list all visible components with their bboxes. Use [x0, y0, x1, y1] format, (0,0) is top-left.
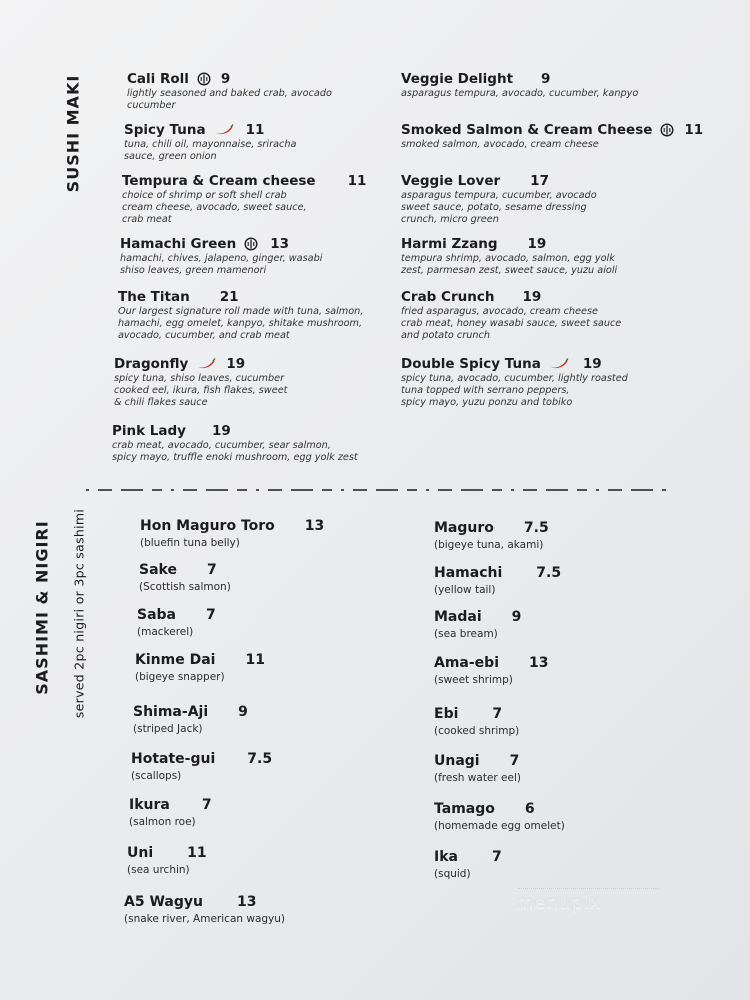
item-name: Crab Crunch [401, 289, 495, 305]
item-description: tempura shrimp, avocado, salmon, egg yolk zest, parmesan zest, sweet sauce, yuzu aioli [401, 253, 618, 276]
menu-item [139, 562, 231, 593]
item-name: Double Spicy Tuna [401, 356, 541, 372]
menu-item [127, 71, 332, 112]
menu-item [434, 655, 548, 686]
item-name: Ikura [129, 797, 170, 813]
chili-pepper-icon [212, 124, 234, 136]
sashimi-nigiri-heading: SASHIMI & NIGIRI [32, 520, 52, 695]
item-name: The Titan [118, 289, 190, 305]
item-price: 19 [582, 356, 602, 372]
menu-item [434, 609, 521, 640]
item-price: 13 [236, 894, 257, 910]
menu-item [135, 652, 265, 683]
menu-item [112, 423, 358, 464]
item-description: smoked salmon, avocado, cream cheese [401, 139, 599, 150]
item-name: Hamachi Green [120, 236, 237, 252]
item-name: Harmi Zzang [401, 236, 498, 252]
item-description: hamachi, chives, jalapeno, ginger, wasabi shiso leaves, green mamenori [120, 253, 323, 276]
sashimi-nigiri-subtitle: served 2pc nigiri or 3pc sashimi [71, 508, 87, 719]
item-description: (bigeye snapper) [135, 671, 225, 683]
item-price: 7 [206, 607, 216, 623]
item-price: 17 [530, 173, 549, 189]
item-name: Tempura & Cream cheese [122, 173, 316, 189]
item-name: Sake [139, 562, 177, 578]
item-name: Hon Maguro Toro [140, 518, 275, 534]
item-description: crab meat, avocado, cucumber, sear salmon, spicy mayo, truffle enoki mushroom, egg yolk zest [112, 440, 358, 463]
item-price: 11 [187, 845, 207, 861]
menu-item [137, 607, 216, 638]
menu-item [401, 71, 638, 100]
menu-item [401, 289, 621, 341]
item-description: (homemade egg omelet) [434, 820, 565, 832]
item-description: fried asparagus, avocado, cream cheese crab meat, honey wasabi sauce, sweet sauce and potato crunch [401, 306, 622, 341]
item-name: Kinme Dai [135, 652, 216, 668]
item-description: (Scottish salmon) [139, 581, 231, 593]
menu-item [434, 706, 519, 737]
menu-item [140, 518, 324, 549]
menu-item [122, 173, 366, 225]
item-description: (fresh water eel) [434, 772, 521, 784]
menu-item [133, 704, 248, 735]
chili-pepper-icon [194, 358, 216, 370]
item-name: Veggie Lover [401, 173, 501, 189]
item-name: Ika [434, 849, 458, 865]
item-name: Ebi [434, 706, 459, 722]
item-description: Our largest signature roll made with tuna, salmon, hamachi, egg omelet, kanpyo, shitake mushroom, avocado, cucumber, and crab meat [118, 306, 364, 341]
item-description: (bigeye tuna, akami) [434, 539, 544, 551]
item-description: choice of shrimp or soft shell crab cream cheese, avocado, sweet sauce, crab meat [122, 190, 307, 225]
menu-item [124, 894, 285, 925]
item-name: A5 Wagyu [124, 894, 203, 910]
item-price: 9 [220, 71, 231, 87]
item-description: (cooked shrimp) [434, 725, 520, 737]
menu-item [401, 236, 617, 277]
menu-item [434, 520, 549, 551]
item-name: Spicy Tuna [124, 122, 206, 138]
item-description: (striped Jack) [133, 723, 203, 735]
item-price: 7.5 [247, 751, 273, 767]
menu-item [401, 173, 597, 225]
item-name: Maguro [434, 520, 494, 536]
item-price: 7.5 [523, 520, 549, 536]
item-price: 7 [509, 753, 520, 769]
item-name: Madai [434, 609, 482, 625]
menu-item [401, 122, 703, 151]
diet-circle-icon [197, 72, 211, 86]
item-price: 6 [524, 801, 535, 817]
item-price: 19 [522, 289, 542, 305]
section-divider [86, 487, 666, 493]
item-name: Hotate-gui [131, 751, 216, 767]
menu-item [120, 236, 322, 277]
item-description: (scallops) [131, 770, 182, 782]
item-price: 11 [347, 173, 367, 189]
item-price: 7 [491, 849, 502, 865]
item-description: lightly seasoned and baked crab, avocado cucumber [127, 88, 332, 111]
item-name: Hamachi [434, 565, 503, 581]
item-price: 7 [206, 562, 217, 578]
menu-item [131, 751, 272, 782]
item-description: asparagus tempura, avocado, cucumber, kanpyo [401, 88, 639, 99]
item-price: 11 [684, 122, 704, 138]
menu-item [434, 753, 521, 784]
item-price: 13 [529, 655, 549, 671]
item-price: 19 [226, 356, 246, 372]
item-name: Dragonfly [114, 356, 189, 372]
item-name: Pink Lady [112, 423, 186, 439]
item-price: 11 [245, 652, 265, 668]
item-description: (yellow tail) [434, 584, 496, 596]
item-description: (sea urchin) [127, 864, 190, 876]
item-price: 13 [304, 518, 325, 534]
item-description: spicy tuna, shiso leaves, cucumber cooked eel, ikura, fish flakes, sweet & chili flakes sauce [114, 373, 288, 408]
item-description: (sea bream) [434, 628, 498, 640]
item-price: 13 [270, 236, 289, 252]
item-price: 9 [511, 609, 522, 625]
item-price: 19 [212, 423, 231, 439]
item-price: 19 [527, 236, 547, 252]
watermark-rule [518, 888, 658, 890]
item-name: Ama-ebi [434, 655, 499, 671]
menu-item [129, 797, 212, 828]
menu-item [434, 801, 565, 832]
menupix-watermark: menupix [516, 892, 602, 913]
item-description: (mackerel) [137, 626, 194, 638]
diet-circle-icon [660, 123, 674, 137]
item-name: Tamago [434, 801, 495, 817]
item-description: (squid) [434, 868, 471, 880]
item-price: 21 [219, 289, 239, 305]
item-name: Shima-Aji [133, 704, 209, 720]
item-price: 7.5 [536, 565, 562, 581]
menu-item [124, 122, 296, 163]
item-price: 7 [492, 706, 503, 722]
item-name: Veggie Delight [401, 71, 514, 87]
item-price: 9 [238, 704, 248, 720]
item-name: Saba [137, 607, 176, 623]
item-description: (snake river, American wagyu) [124, 913, 286, 925]
item-description: spicy tuna, avocado, cucumber, lightly roasted tuna topped with serrano peppers, spicy mayo, yuzu ponzu and tobiko [401, 373, 628, 408]
item-description: (sweet shrimp) [434, 674, 513, 686]
item-description: tuna, chili oil, mayonnaise, sriracha sauce, green onion [124, 139, 297, 162]
item-description: (salmon roe) [129, 816, 196, 828]
diet-circle-icon [244, 237, 258, 251]
menu-item [401, 356, 628, 408]
menu-item [434, 849, 502, 880]
menu-item [434, 565, 561, 596]
item-description: asparagus tempura, cucumber, avocado sweet sauce, potato, sesame dressing crunch, micro green [401, 190, 597, 225]
item-name: Uni [127, 845, 154, 861]
item-name: Smoked Salmon & Cream Cheese [401, 122, 653, 138]
item-price: 9 [541, 71, 551, 87]
chili-pepper-icon [547, 358, 569, 370]
item-price: 7 [201, 797, 212, 813]
item-name: Unagi [434, 753, 480, 769]
item-name: Cali Roll [127, 71, 189, 87]
menu-item [114, 356, 287, 408]
menu-item [127, 845, 207, 876]
item-description: (bluefin tuna belly) [140, 537, 240, 549]
item-price: 11 [245, 122, 265, 138]
menu-item [118, 289, 363, 341]
sushi-maki-heading: SUSHI MAKI [63, 74, 83, 193]
